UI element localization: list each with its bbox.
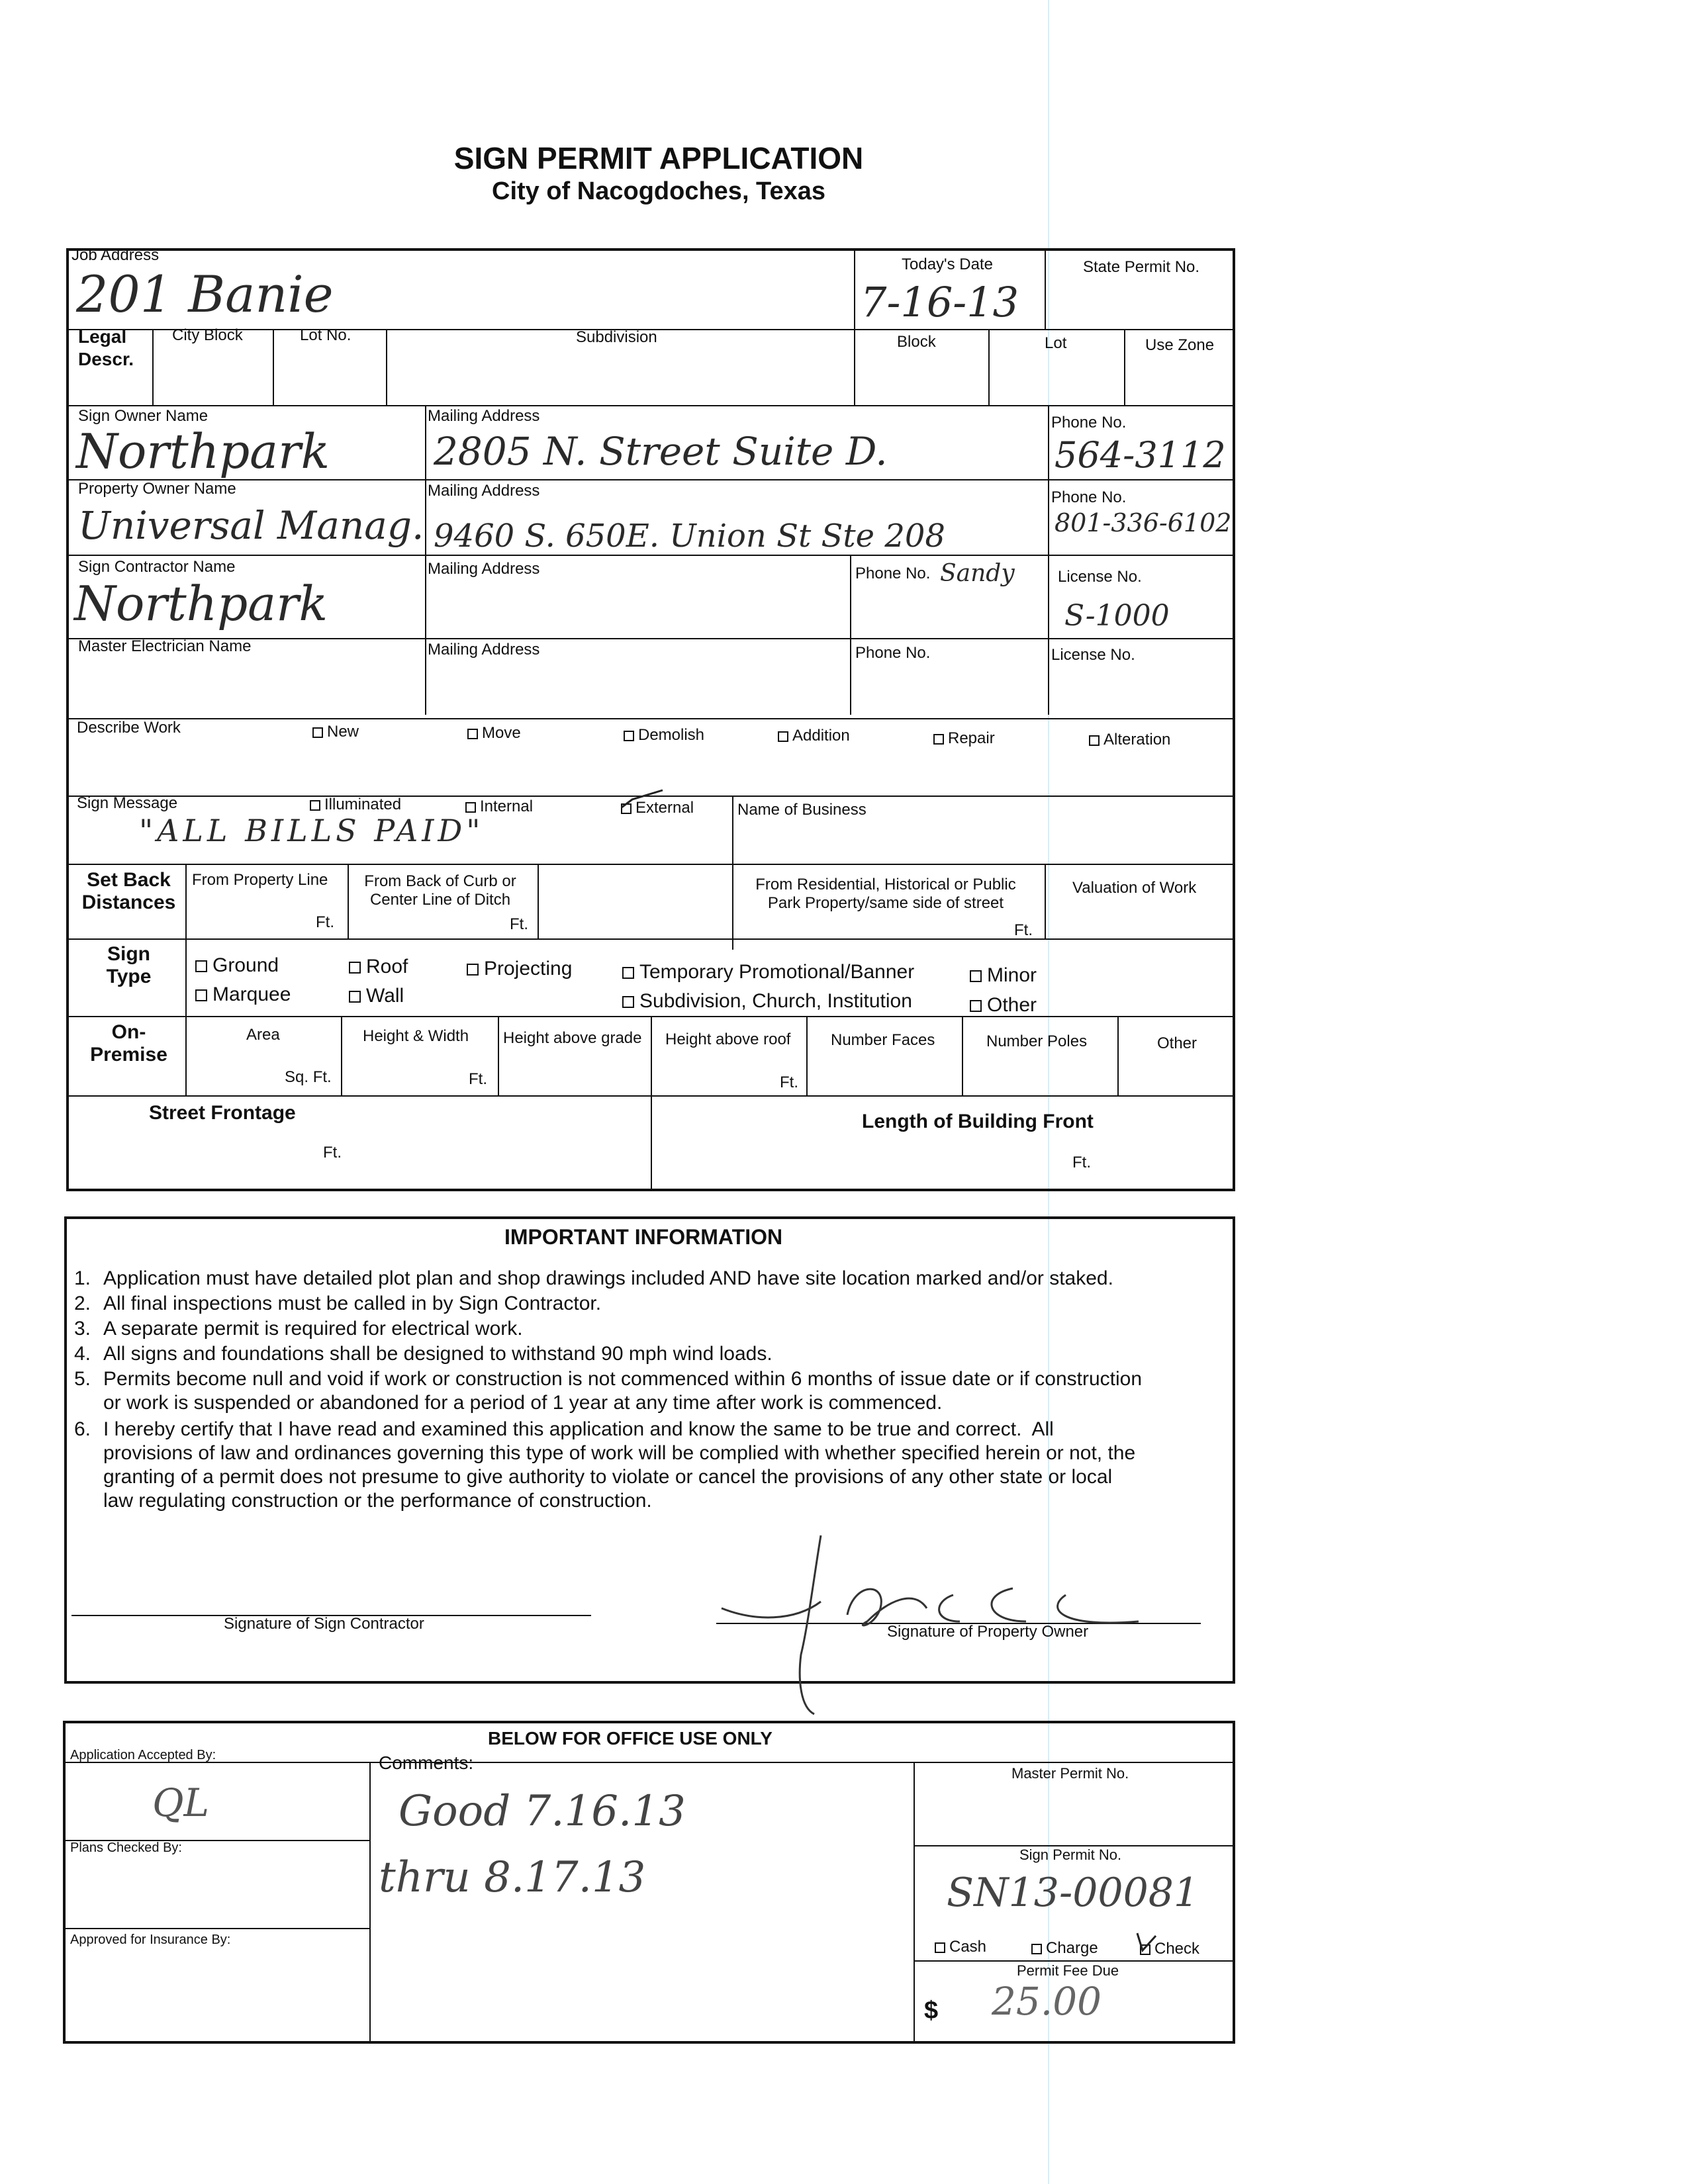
- ft-label-1: Ft.: [316, 913, 334, 931]
- city-block-label: City Block: [172, 326, 243, 344]
- contractor-phone-label: Phone No.: [855, 565, 931, 582]
- contractor-value[interactable]: Northpark: [74, 576, 328, 631]
- sign-type-text: Sign Type: [106, 943, 152, 987]
- from-residential-label: [733, 876, 1038, 913]
- plans-checked-label: Plans Checked By:: [70, 1841, 182, 1855]
- check-check-mark: [1133, 1929, 1160, 1956]
- owner-mailing-label: Mailing Address: [428, 407, 540, 425]
- other-type-checkbox[interactable]: [970, 994, 1037, 1017]
- important-num-3: 3.: [74, 1318, 91, 1340]
- ft-label-5: Ft.: [780, 1073, 798, 1091]
- job-address-value[interactable]: 201 Banie: [76, 265, 334, 324]
- street-frontage-label: Street Frontage: [149, 1102, 296, 1124]
- sig-owner-label: Signature of Property Owner: [887, 1623, 1089, 1641]
- minor-label: Minor: [987, 964, 1037, 986]
- comments-line-1[interactable]: Good 7.16.13: [399, 1787, 686, 1836]
- setback-label: [81, 869, 177, 914]
- todays-date-value[interactable]: 7-16-13: [861, 278, 1019, 326]
- property-mailing-label: Mailing Address: [428, 482, 540, 500]
- describe-work-label: Describe Work: [77, 719, 181, 737]
- lot-no-label: Lot No.: [300, 326, 352, 344]
- sign-message-label: Sign Message: [77, 794, 178, 812]
- work-demolish-checkbox[interactable]: [624, 726, 704, 745]
- contractor-label: Sign Contractor Name: [78, 558, 236, 576]
- charge-checkbox[interactable]: [1031, 1939, 1098, 1958]
- ft-label-4: Ft.: [469, 1070, 487, 1088]
- temporary-label: Temporary Promotional/Banner: [639, 961, 915, 983]
- important-text-4: All signs and foundations shall be designed to withstand 90 mph wind loads.: [103, 1343, 773, 1365]
- lot-label: Lot: [1045, 334, 1067, 352]
- sig-contractor-label: Signature of Sign Contractor: [224, 1615, 424, 1633]
- work-move-label: Move: [482, 724, 521, 742]
- building-front-label: Length of Building Front: [862, 1111, 1094, 1132]
- projecting-label: Projecting: [484, 958, 573, 979]
- job-address-label: Job Address: [71, 246, 160, 264]
- on-premise-label: [74, 1021, 183, 1066]
- contractor-mailing-label: Mailing Address: [428, 560, 540, 578]
- from-curb-label: [351, 872, 530, 909]
- other-label: Other: [1157, 1034, 1197, 1052]
- work-new-checkbox[interactable]: [312, 723, 359, 741]
- ft-label-3: Ft.: [1014, 921, 1033, 939]
- todays-date-label: Today's Date: [902, 255, 993, 273]
- internal-label: Internal: [480, 797, 534, 815]
- accepted-by-label: Application Accepted By:: [70, 1748, 216, 1762]
- area-label: Area: [246, 1026, 280, 1044]
- wall-checkbox[interactable]: [349, 985, 404, 1007]
- electrician-license-label: License No.: [1051, 646, 1135, 664]
- illuminated-checkbox[interactable]: [310, 796, 401, 814]
- important-text-1: Application must have detailed plot plan and shop drawings included AND have site location marked and/or staked.: [103, 1267, 1113, 1289]
- use-zone-label: Use Zone: [1145, 336, 1215, 354]
- page-subtitle: City of Nacogdoches, Texas: [492, 177, 825, 205]
- property-phone-value[interactable]: 801-336-6102: [1055, 508, 1232, 537]
- work-addition-checkbox[interactable]: [778, 727, 850, 745]
- ft-label-2: Ft.: [510, 915, 528, 933]
- property-owner-label: Property Owner Name: [78, 480, 236, 498]
- owner-phone-label: Phone No.: [1051, 414, 1127, 432]
- work-addition-label: Addition: [792, 727, 850, 745]
- fee-dollar-sign: $: [924, 1997, 939, 2025]
- internal-checkbox[interactable]: [465, 797, 533, 816]
- marquee-label: Marquee: [212, 983, 291, 1005]
- work-repair-checkbox[interactable]: [933, 729, 995, 748]
- from-residential-text: From Residential, Historical or Public Park Property/same side of street: [755, 876, 1016, 912]
- height-grade-label: Height above grade: [503, 1029, 642, 1047]
- owner-phone-value[interactable]: 564-3112: [1055, 434, 1226, 476]
- from-curb-text: From Back of Curb or Center Line of Ditch: [364, 872, 516, 909]
- state-permit-label: State Permit No.: [1083, 258, 1200, 276]
- important-num-4: 4.: [74, 1343, 91, 1365]
- ground-checkbox[interactable]: [195, 954, 279, 977]
- minor-checkbox[interactable]: [970, 964, 1037, 987]
- subdivision-type-label: Subdivision, Church, Institution: [639, 990, 912, 1012]
- sqft-label: Sq. Ft.: [285, 1068, 332, 1086]
- legal-descr-text: Legal Descr.: [78, 326, 134, 369]
- other-type-label: Other: [987, 994, 1037, 1016]
- work-new-label: New: [327, 723, 359, 741]
- business-name-label: Name of Business: [737, 801, 867, 819]
- roof-label: Roof: [366, 956, 408, 978]
- page-title: SIGN PERMIT APPLICATION: [453, 141, 864, 175]
- illuminated-label: Illuminated: [324, 796, 402, 813]
- property-mailing-value[interactable]: 9460 S. 650E. Union St Ste 208: [434, 518, 945, 555]
- important-num-1: 1.: [74, 1267, 91, 1289]
- on-premise-text: On- Premise: [90, 1021, 167, 1066]
- ground-label: Ground: [212, 954, 279, 976]
- sign-permit-label: Sign Permit No.: [1019, 1846, 1122, 1863]
- electrician-mailing-label: Mailing Address: [428, 641, 540, 659]
- important-num-2: 2.: [74, 1293, 91, 1314]
- comments-label: Comments:: [379, 1752, 474, 1773]
- height-width-label: Height & Width: [363, 1027, 469, 1045]
- accepted-by-value[interactable]: QL: [152, 1780, 210, 1825]
- number-poles-label: Number Poles: [986, 1032, 1088, 1050]
- office-title: BELOW FOR OFFICE USE ONLY: [488, 1728, 773, 1749]
- cash-label: Cash: [949, 1938, 987, 1956]
- work-demolish-label: Demolish: [638, 726, 705, 744]
- legal-descr-label: [78, 326, 134, 371]
- electrician-label: Master Electrician Name: [78, 637, 252, 655]
- property-owner-signature: [715, 1522, 1152, 1721]
- charge-label: Charge: [1046, 1939, 1098, 1957]
- sign-owner-label: Sign Owner Name: [78, 407, 209, 425]
- sign-permit-value[interactable]: SN13-00081: [947, 1870, 1199, 1916]
- important-title: IMPORTANT INFORMATION: [504, 1225, 783, 1249]
- property-owner-value[interactable]: Universal Manag.: [78, 503, 424, 548]
- master-permit-label: Master Permit No.: [1011, 1765, 1129, 1782]
- check-label: Check: [1154, 1940, 1200, 1958]
- work-alteration-checkbox[interactable]: [1089, 731, 1170, 749]
- from-property-line-label: From Property Line: [192, 871, 328, 889]
- valuation-label: Valuation of Work: [1072, 879, 1197, 897]
- important-text-5: Permits become null and void if work or construction is not commenced within 6 months of issue date or if construction or work is suspended or abandoned for a period of 1 year at any time after work is commenced.: [103, 1368, 1143, 1414]
- work-repair-label: Repair: [948, 729, 995, 747]
- sign-message-value[interactable]: "ALL BILLS PAID": [139, 813, 485, 848]
- roof-checkbox[interactable]: [349, 956, 408, 978]
- important-text-6: I hereby certify that I have read and examined this application and know the same to be true and correct. All provisions of law and ordinances governing this type of work will be complied with whether specified herein or not, the granting of a permit does not presume to give authority to violate or cancel the provisions of any other state or local law regulating construction or the performance of construction.: [103, 1418, 1136, 1512]
- sign-owner-value[interactable]: Northpark: [76, 424, 330, 479]
- important-text-3: A separate permit is required for electrical work.: [103, 1318, 523, 1340]
- contractor-license-value[interactable]: S-1000: [1064, 599, 1170, 633]
- marquee-checkbox[interactable]: [195, 983, 291, 1006]
- insurance-label: Approved for Insurance By:: [70, 1933, 231, 1947]
- external-check-mark: [619, 788, 665, 814]
- owner-mailing-value[interactable]: 2805 N. Street Suite D.: [434, 429, 888, 474]
- work-move-checkbox[interactable]: [467, 724, 521, 743]
- wall-label: Wall: [366, 985, 404, 1007]
- subdivision-label: Subdivision: [576, 328, 657, 346]
- work-alteration-label: Alteration: [1103, 731, 1171, 749]
- height-roof-label: Height above roof: [665, 1030, 791, 1048]
- cash-checkbox[interactable]: [935, 1938, 986, 1956]
- comments-line-2[interactable]: thru 8.17.13: [379, 1853, 646, 1902]
- contractor-license-label: License No.: [1058, 568, 1142, 586]
- external-label: External: [635, 799, 694, 817]
- sign-type-label: [81, 943, 177, 988]
- ft-label-7: Ft.: [1072, 1154, 1091, 1171]
- setback-text: Set Back Distances: [81, 869, 176, 913]
- temporary-checkbox[interactable]: [622, 961, 914, 983]
- contractor-phone-value[interactable]: Sandy: [940, 560, 1015, 587]
- projecting-checkbox[interactable]: [467, 958, 572, 980]
- fee-label: Permit Fee Due: [1017, 1962, 1119, 1979]
- block-label: Block: [897, 333, 936, 351]
- important-text-2: All final inspections must be called in by Sign Contractor.: [103, 1293, 602, 1314]
- fee-value[interactable]: 25.00: [992, 1979, 1102, 2024]
- electrician-phone-label: Phone No.: [855, 644, 931, 662]
- important-num-6: 6.: [74, 1418, 91, 1440]
- ft-label-6: Ft.: [323, 1144, 342, 1161]
- important-num-5: 5.: [74, 1368, 91, 1390]
- number-faces-label: Number Faces: [831, 1031, 935, 1049]
- property-phone-label: Phone No.: [1051, 488, 1127, 506]
- subdivision-checkbox[interactable]: [622, 990, 912, 1013]
